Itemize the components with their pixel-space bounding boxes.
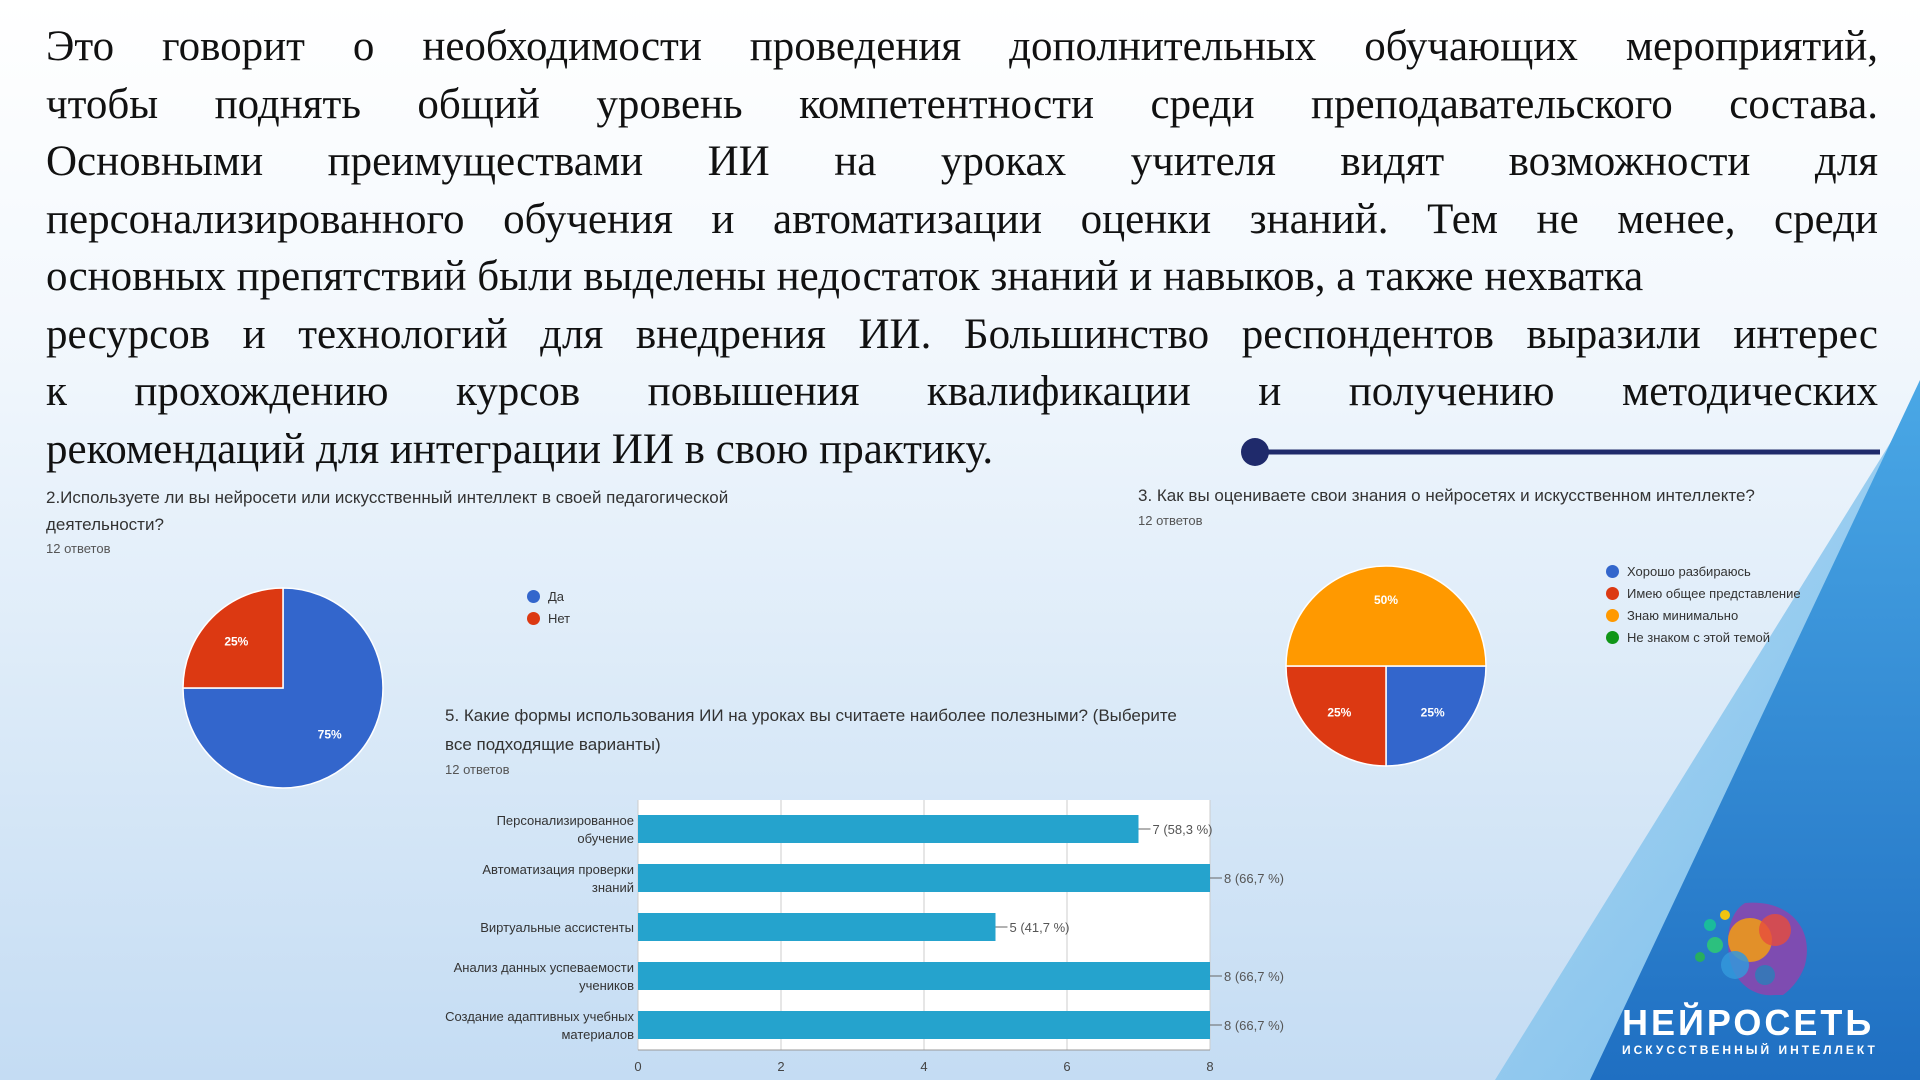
legend2-label-1: Имею общее представление [1627, 585, 1801, 601]
legend2-label-0: Хорошо разбираюсь [1627, 563, 1751, 579]
bar-4 [638, 1011, 1210, 1039]
legend2-label-2: Знаю минимально [1627, 607, 1739, 623]
logo-name: НЕЙРОСЕТЬ [1622, 1002, 1875, 1043]
legend2-label-3: Не знаком с этой темой [1627, 629, 1771, 645]
q5-title [445, 701, 1177, 759]
bar-value-label-3: 8 (66,7 %) [1224, 969, 1284, 984]
q2-title [46, 484, 728, 538]
bar-category-label-3-line-0: Анализ данных успеваемости [453, 960, 634, 975]
bar-xtick-0: 0 [634, 1059, 642, 1074]
q3-response-count: 12 ответов [1138, 513, 1203, 528]
legend1-dot-0 [527, 590, 540, 603]
pie1-label-1: 25% [224, 634, 249, 649]
legend2-dot-1 [1606, 587, 1619, 600]
bar-1 [638, 864, 1210, 892]
q5-bar-chart [400, 800, 1350, 1080]
bar-category-label-2-line-0: Виртуальные ассистенты [480, 920, 634, 935]
bar-2 [638, 913, 996, 941]
bar-category-label-1 [482, 862, 634, 895]
logo-subtitle: ИСКУССТВЕННЫЙ ИНТЕЛЛЕКТ [1622, 1043, 1878, 1057]
pie2-label-2: 50% [1373, 593, 1399, 607]
bar-value-label-4: 8 (66,7 %) [1224, 1018, 1284, 1033]
legend2-item-3[interactable] [1606, 626, 1801, 648]
bar-category-label-0-line-1: обучение [577, 831, 634, 846]
pie1-label-0: 75% [317, 727, 342, 742]
bar-category-label-0 [497, 813, 634, 846]
main-paragraph [46, 18, 1878, 478]
legend2-item-1[interactable] [1606, 582, 1801, 604]
legend1-dot-1 [527, 612, 540, 625]
paragraph-line-2: чтобы поднять общий уровень компетентности среди преподавательского состава. [46, 80, 1878, 128]
legend1-label-0: Да [548, 588, 565, 604]
paragraph-line-3: Основными преимуществами ИИ на уроках учителя видят возможности для [46, 138, 1878, 185]
legend2-dot-3 [1606, 631, 1619, 644]
bar-3 [638, 962, 1210, 990]
bar-value-label-0: 7 (58,3 %) [1152, 822, 1213, 837]
bar-category-label-4 [445, 1009, 634, 1042]
legend2-item-0[interactable] [1606, 560, 1801, 582]
q2-legend [527, 585, 570, 629]
paragraph-line-4: персонализированного обучения и автоматизации оценки знаний. Тем не менее, среди [46, 195, 1878, 243]
bar-category-label-2 [480, 920, 634, 935]
q2-response-count: 12 ответов [46, 541, 111, 556]
legend1-item-0[interactable] [527, 585, 570, 607]
q3-pie-chart [1276, 556, 1496, 776]
paragraph-line-1: Это говорит о необходимости проведения дополнительных обучающих мероприятий, [46, 23, 1878, 70]
legend2-item-2[interactable] [1606, 604, 1801, 626]
q3-title: 3. Как вы оцениваете свои знания о нейросетях и искусственном интеллекте? [1138, 486, 1755, 505]
bar-category-label-4-line-1: материалов [561, 1027, 634, 1042]
legend1-item-1[interactable] [527, 607, 570, 629]
bar-xtick-2: 4 [920, 1059, 928, 1074]
paragraph-line-7: к прохождению курсов повышения квалификации и получению методических [46, 368, 1878, 415]
bar-category-label-0-line-0: Персонализированное [496, 813, 634, 828]
bar-value-label-1: 8 (66,7 %) [1224, 871, 1284, 886]
paragraph-line-6: ресурсов и технологий для внедрения ИИ. Большинство респондентов выразили интерес [46, 310, 1878, 358]
bar-xtick-3: 6 [1063, 1059, 1071, 1074]
pie2-slice-2 [1286, 566, 1486, 666]
paragraph-line-5: основных препятствий были выделены недостаток знаний и навыков, а также нехватка [46, 253, 1644, 300]
bar-category-label-4-line-0: Создание адаптивных учебных [445, 1009, 634, 1024]
q3-legend [1606, 560, 1801, 648]
bar-xtick-4: 8 [1206, 1059, 1214, 1074]
q5-title-line-2: все подходящие варианты) [445, 735, 661, 754]
q5-title-line-1: 5. Какие формы использования ИИ на уроках вы считаете наиболее полезными? (Выберите [445, 706, 1177, 725]
bar-value-label-2: 5 (41,7 %) [1009, 920, 1070, 935]
bar-category-label-3-line-1: учеников [579, 978, 634, 993]
q2-title-line-1: 2.Используете ли вы нейросети или искусственный интеллект в своей педагогической [46, 488, 729, 507]
pie2-label-0: 25% [1420, 705, 1445, 720]
legend2-dot-2 [1606, 609, 1619, 622]
q2-pie-chart [173, 578, 393, 798]
paragraph-line-8: рекомендаций для интеграции ИИ в свою практику. [46, 425, 994, 473]
q5-response-count: 12 ответов [445, 762, 510, 777]
pie2-label-1: 25% [1327, 705, 1352, 720]
bar-0 [638, 815, 1139, 843]
bar-category-label-1-line-1: знаний [591, 880, 634, 895]
q2-title-line-2: деятельности? [46, 515, 164, 534]
bar-category-label-3 [454, 960, 634, 993]
legend2-dot-0 [1606, 565, 1619, 578]
bar-category-label-1-line-0: Автоматизация проверки [482, 862, 634, 877]
legend1-label-1: Нет [548, 610, 571, 626]
bar-xtick-1: 2 [777, 1059, 785, 1074]
